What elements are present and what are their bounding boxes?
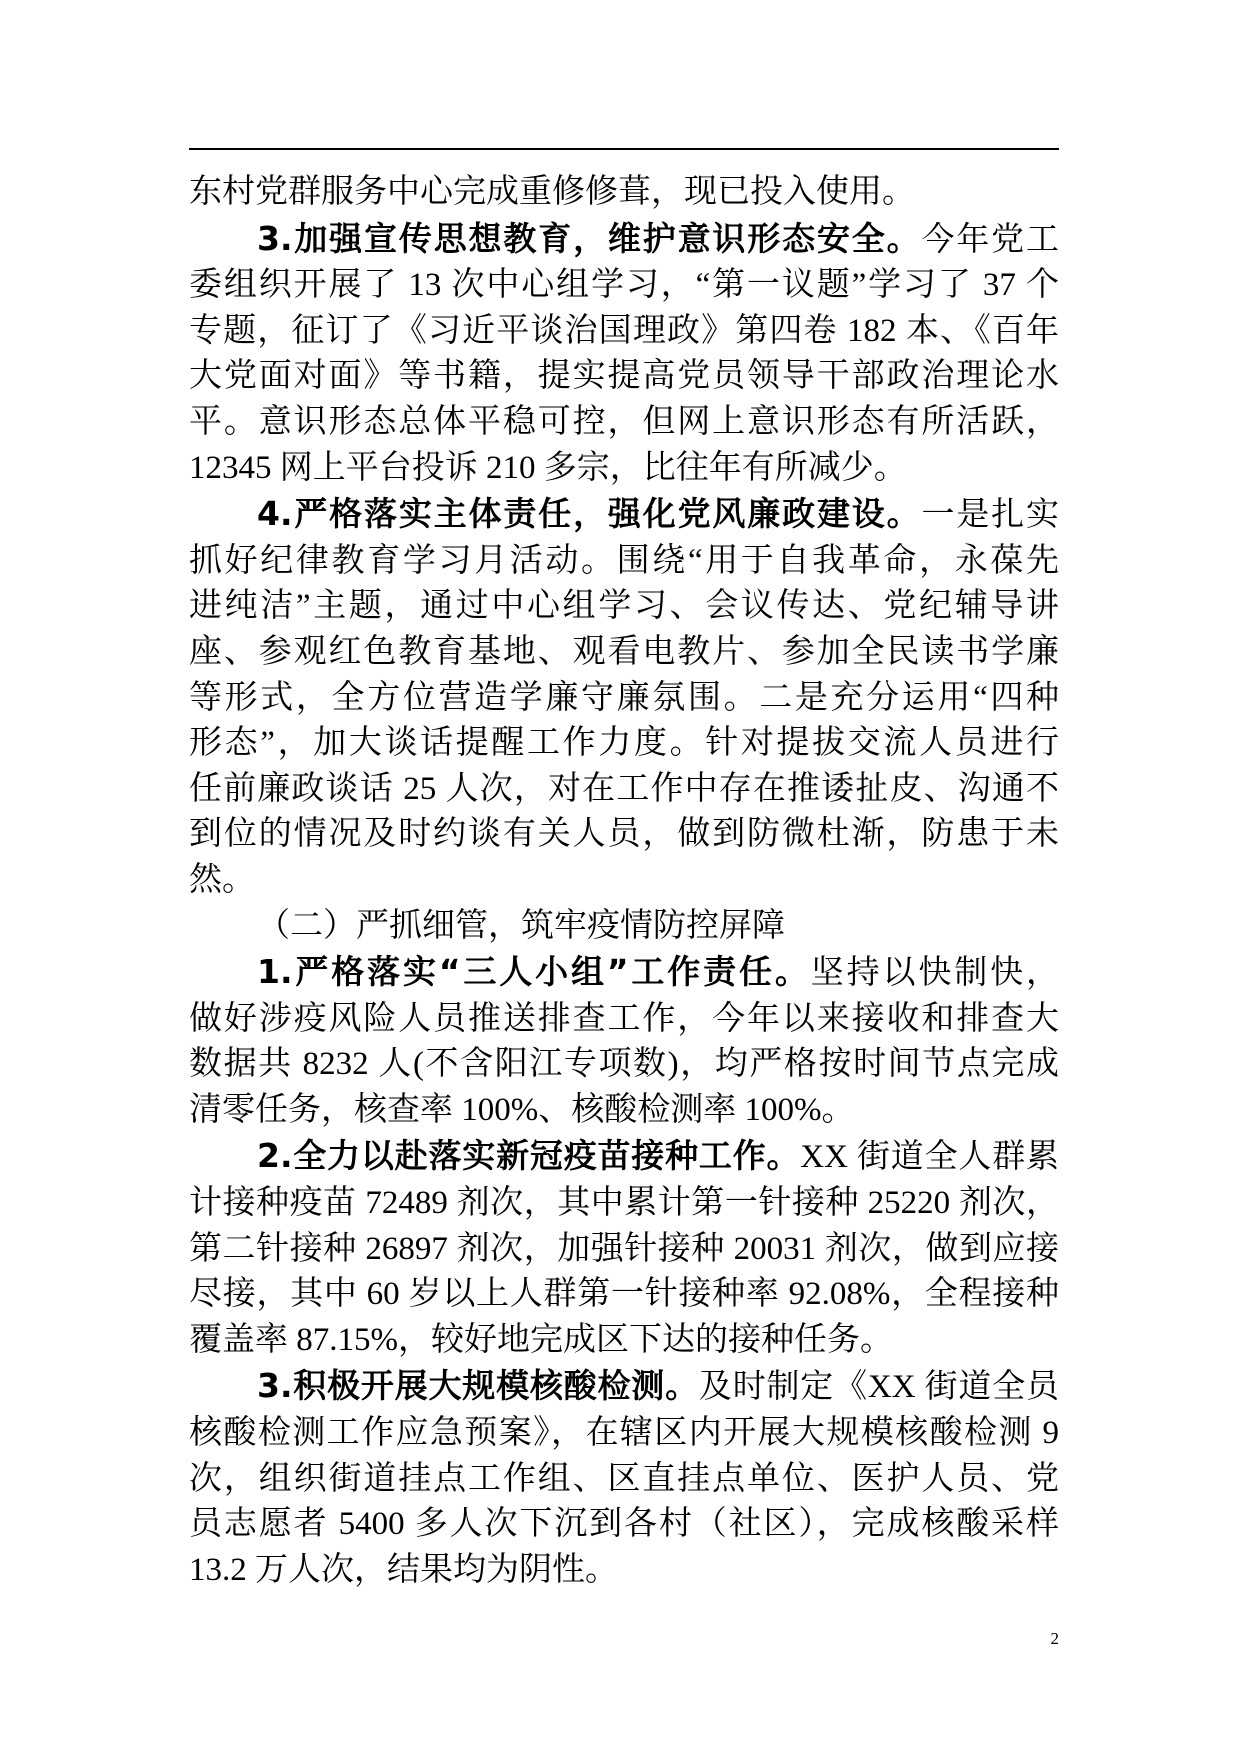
item-heading: 3.积极开展大规模核酸检测。 — [257, 1366, 699, 1406]
paragraph-line: 计接种疫苗 72489 剂次，其中累计第一针接种 25220 剂次， — [189, 1185, 1059, 1222]
paragraph-line: 进纯洁”主题，通过中心组学习、会议传达、党纪辅导讲 — [189, 588, 1059, 625]
page-number: 2 — [1050, 1629, 1059, 1648]
paragraph-line: 专题，征订了《习近平谈治国理政》第四卷 182 本、《百年 — [189, 312, 1059, 349]
paragraph-continuation — [189, 170, 1059, 216]
line-text: XX 街道全人群累 — [800, 1139, 1060, 1176]
paragraph-line: 委组织开展了 13 次中心组学习，“第一议题”学习了 37 个 — [189, 267, 1059, 304]
paragraph-line: 清零任务，核查率 100%、核酸检测率 100%。 — [189, 1091, 855, 1128]
paragraph-line: 尽接，其中 60 岁以上人群第一针接种率 92.08%，全程接种 — [189, 1276, 1059, 1313]
paragraph-line: 核酸检测工作应急预案》，在辖区内开展大规模核酸检测 9 — [189, 1415, 1059, 1452]
item-heading: 4.严格落实主体责任，强化党风廉政建设。 — [257, 494, 922, 534]
paragraph-line: 形态”，加大谈话提醒工作力度。针对提拔交流人员进行 — [189, 725, 1059, 762]
paragraph-line — [189, 1363, 1059, 1411]
section-heading: （二）严抓细管，筑牢疫情防控屏障 — [257, 907, 785, 944]
paragraph-line: 第二针接种 26897 剂次，加强针接种 20031 剂次，做到应接 — [189, 1230, 1059, 1267]
paragraph-line: 数据共 8232 人(不含阳江专项数)，均严格按时间节点完成 — [189, 1046, 1059, 1083]
document-body — [189, 170, 1059, 1593]
line-text: 今年党工 — [921, 221, 1060, 258]
item-heading: 1.严格落实“三人小组”工作责任。 — [257, 952, 811, 992]
paragraph-line: 东村党群服务中心完成重修修葺，现已投入使用。 — [189, 174, 915, 210]
paragraph-line: 覆盖率 87.15%，较好地完成区下达的接种任务。 — [189, 1321, 893, 1358]
paragraph-line: 平。意识形态总体平稳可控，但网上意识形态有所活跃， — [189, 403, 1059, 440]
paragraph-line: 等形式，全方位营造学廉守廉氛围。二是充分运用“四种 — [189, 679, 1059, 716]
line-text: 坚持以快制快， — [810, 955, 1060, 992]
paragraph-ideology-education — [189, 216, 1059, 492]
paragraph-line — [189, 949, 1059, 997]
paragraph-line — [189, 216, 1059, 264]
header-rule — [189, 148, 1059, 150]
paragraph-nucleic-testing — [189, 1363, 1059, 1593]
paragraph-line: 13.2 万人次，结果均为阴性。 — [189, 1551, 618, 1588]
paragraph-line: 任前廉政谈话 25 人次，对在工作中存在推诿扯皮、沟通不 — [189, 770, 1059, 807]
paragraph-line: 12345 网上平台投诉 210 多宗，比往年有所减少。 — [189, 449, 907, 486]
paragraph-line: 大党面对面》等书籍，提实提高党员领导干部政治理论水 — [189, 358, 1059, 395]
paragraph-party-conduct — [189, 491, 1059, 903]
paragraph-line: 员志愿者 5400 多人次下沉到各村（社区），完成核酸采样 — [189, 1506, 1059, 1543]
paragraph-line: 座、参观红色教育基地、观看电教片、参加全民读书学廉 — [189, 633, 1059, 670]
line-text: 及时制定《XX 街道全员 — [698, 1369, 1059, 1406]
paragraph-line: 做好涉疫风险人员推送排查工作，今年以来接收和排查大 — [189, 1000, 1059, 1037]
paragraph-line: 到位的情况及时约谈有关人员，做到防微杜渐，防患于未 — [189, 816, 1059, 853]
paragraph-line: 然。 — [189, 861, 255, 898]
paragraph-vaccination — [189, 1133, 1059, 1363]
paragraph-line: 次，组织街道挂点工作组、区直挂点单位、医护人员、党 — [189, 1460, 1059, 1497]
item-heading: 3.加强宣传思想教育，维护意识形态安全。 — [257, 218, 922, 258]
section-heading-block — [189, 904, 1059, 950]
item-heading: 2.全力以赴落实新冠疫苗接种工作。 — [257, 1136, 801, 1176]
paragraph-line — [189, 1133, 1059, 1181]
paragraph-three-person-team — [189, 949, 1059, 1133]
line-text: 一是扎实 — [921, 497, 1060, 534]
paragraph-line: 抓好纪律教育学习月活动。围绕“用于自我革命，永葆先 — [189, 542, 1059, 579]
paragraph-line — [189, 491, 1059, 539]
